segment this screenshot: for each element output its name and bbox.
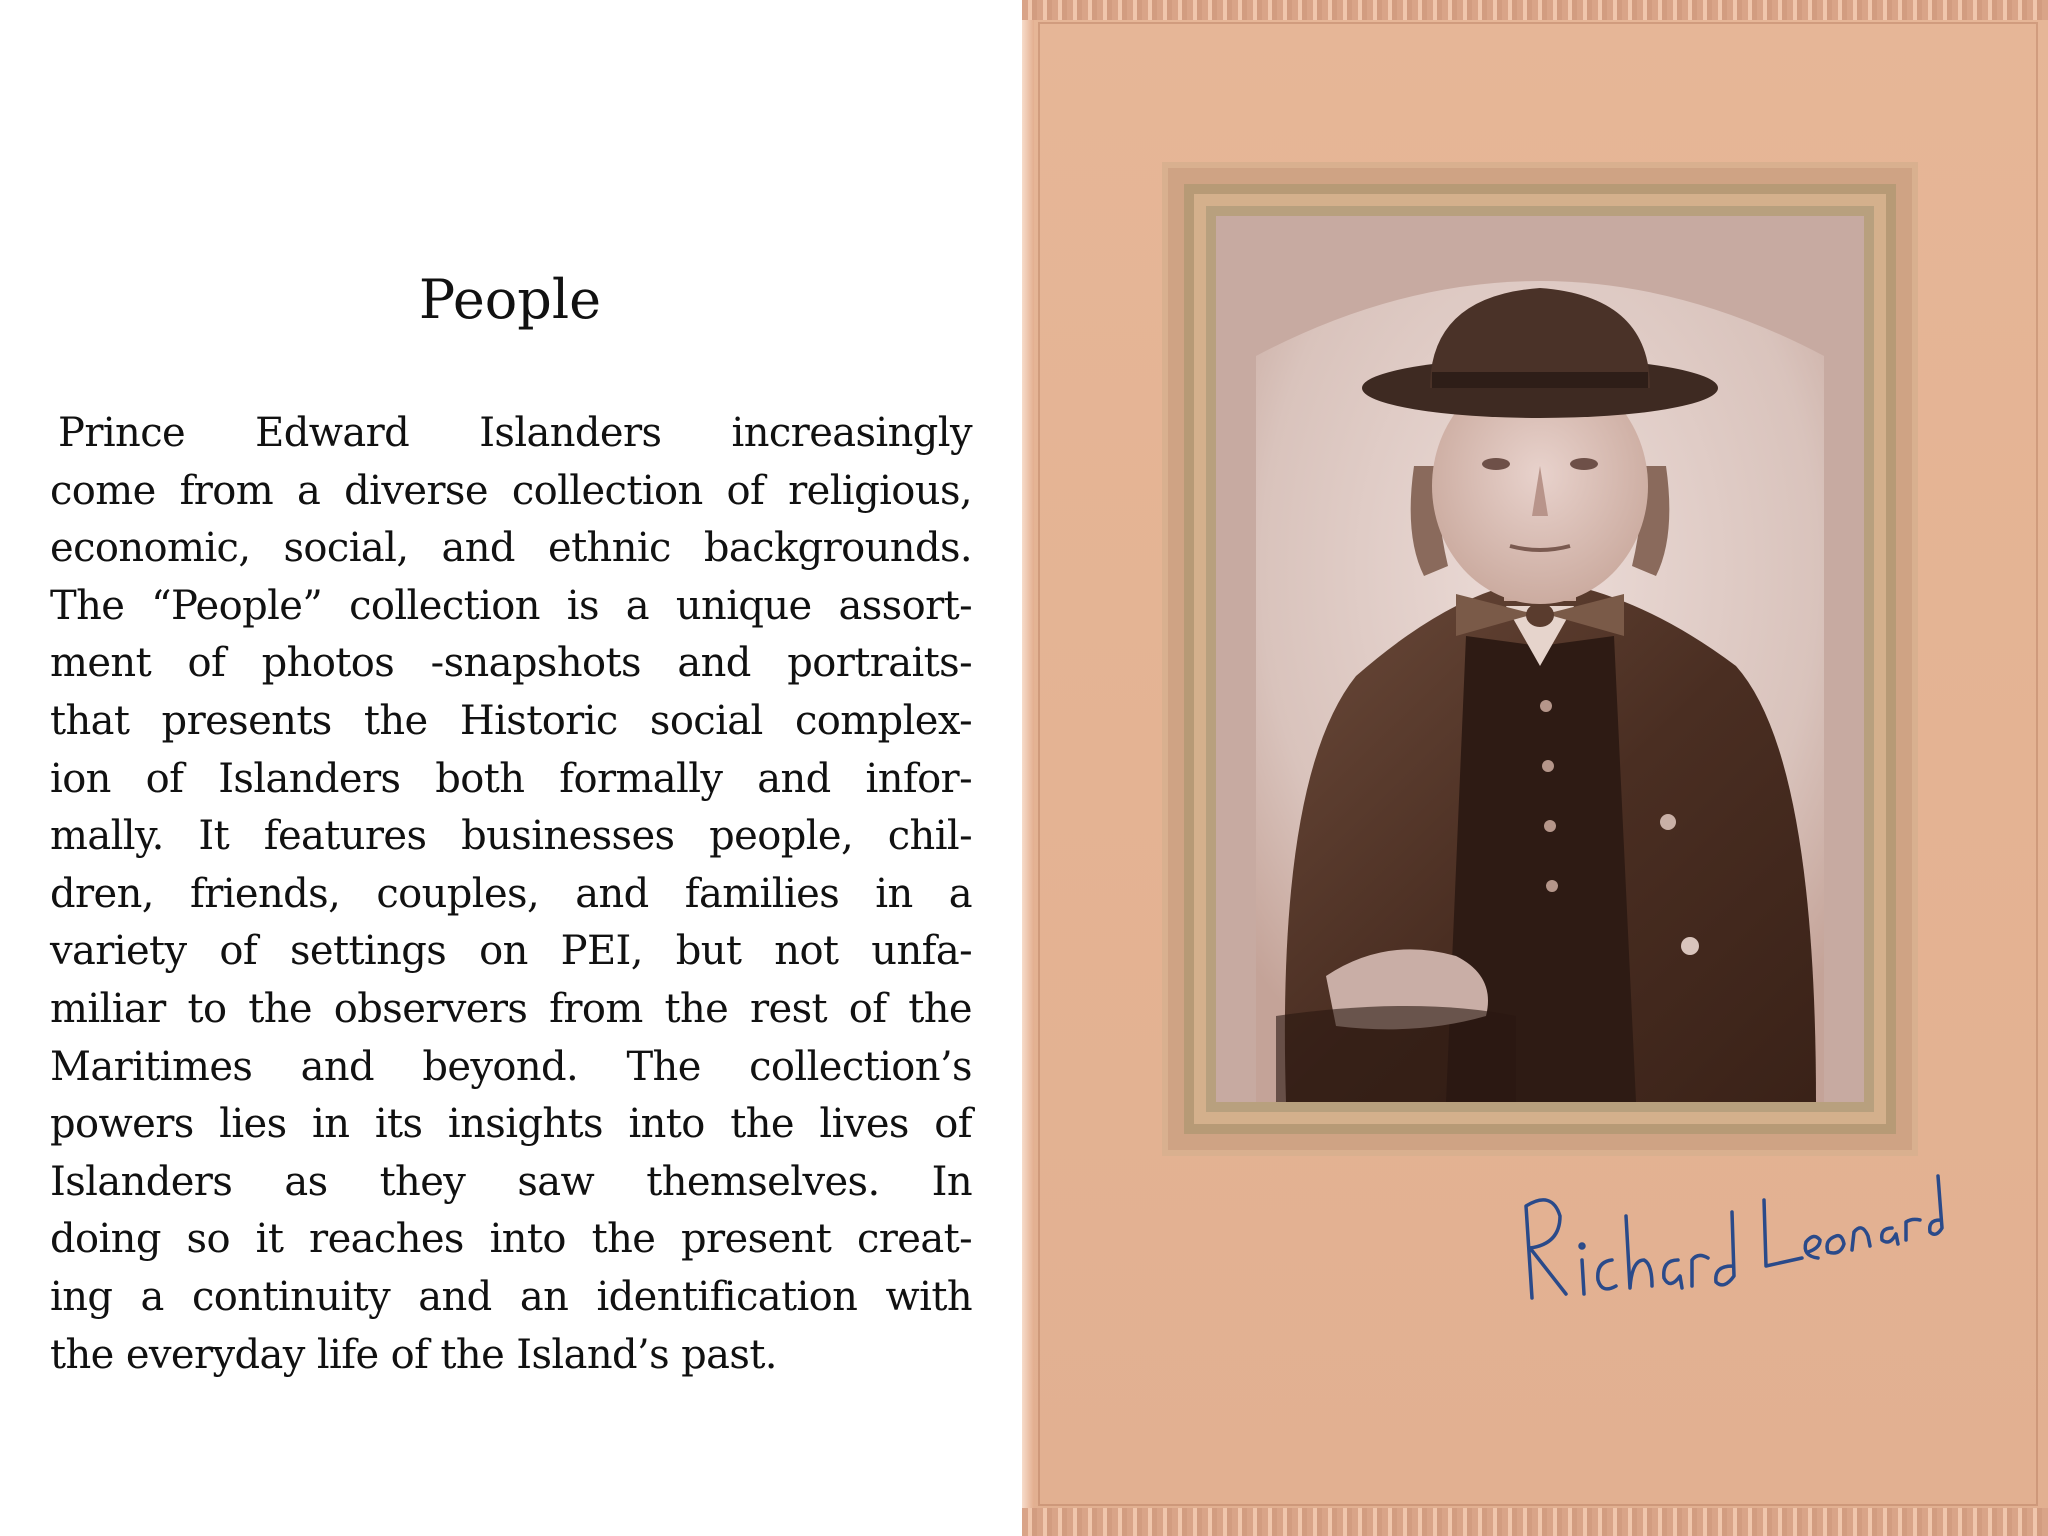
body-line: dren, friends, couples, and families in a: [50, 870, 972, 917]
portrait-photo: [1216, 216, 1864, 1102]
body-line: powers lies in its insights into the lives of: [50, 1101, 972, 1148]
text-panel: [0, 0, 1020, 1536]
page-title: People: [418, 268, 602, 331]
body-line: come from a diverse collection of religious,: [50, 467, 972, 514]
portrait-image: [1216, 216, 1864, 1102]
body-line: that presents the Historic social complex-: [50, 697, 972, 744]
mount-edge: [1022, 0, 2048, 20]
handwritten-signature: [1502, 1148, 1952, 1323]
mount-edge: [1022, 0, 1034, 1536]
body-line: mally. It features businesses people, chil-: [50, 813, 972, 860]
body-line: ment of photos -snapshots and portraits-: [50, 640, 972, 687]
body-line: variety of settings on PEI, but not unfa-: [50, 928, 972, 975]
photo-mount-card: [1022, 0, 2048, 1536]
photo-frame: [1162, 162, 1918, 1156]
body-paragraph: [50, 405, 972, 1384]
body-line: the everyday life of the Island’s past.: [50, 1331, 777, 1378]
body-line: Maritimes and beyond. The collection’s: [50, 1043, 972, 1090]
frame-mat: [1194, 194, 1886, 1124]
body-line: miliar to the observers from the rest of the: [50, 985, 972, 1032]
body-line: Prince Edward Islanders increasingly: [58, 410, 972, 456]
frame-mat: [1184, 184, 1896, 1134]
body-line: ing a continuity and an identification with: [50, 1273, 972, 1320]
body-line: doing so it reaches into the present creat-: [50, 1216, 972, 1263]
body-line: The “People” collection is a unique assort-: [50, 582, 972, 629]
body-line: ion of Islanders both formally and infor-: [50, 755, 972, 802]
body-line: economic, social, and ethnic backgrounds.: [50, 525, 972, 572]
body-line: Islanders as they saw themselves. In: [50, 1158, 972, 1205]
frame-mat: [1206, 206, 1874, 1112]
signature-image: [1502, 1148, 1952, 1318]
mount-edge: [1022, 1508, 2048, 1536]
